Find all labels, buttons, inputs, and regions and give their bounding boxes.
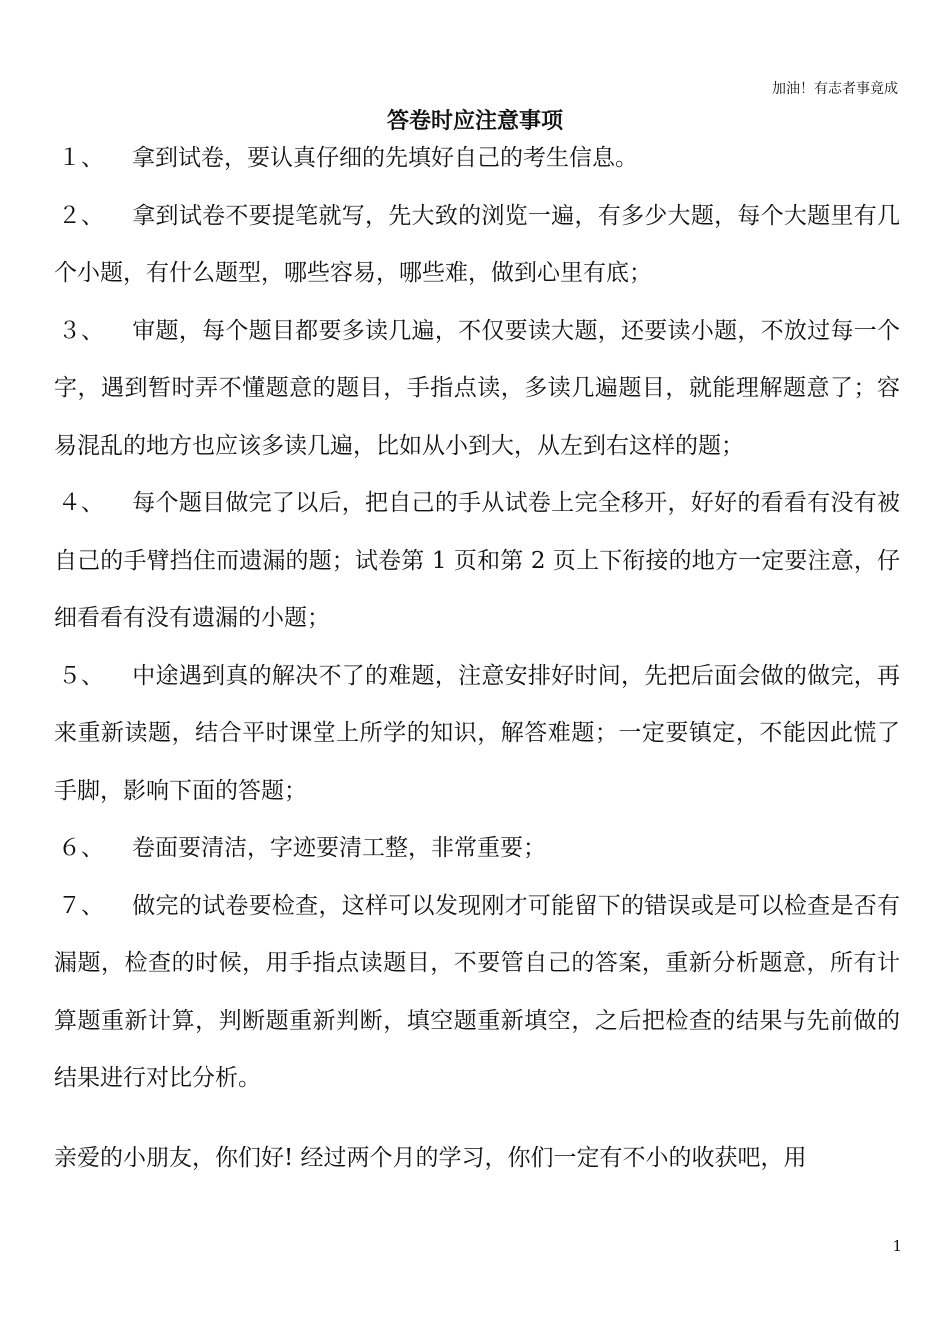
document-body [54,130,900,1210]
list-item [54,475,900,648]
item-number: ６、 [58,835,104,861]
item-text: 每个题目做完了以后，把自己的手从试卷上完全移开，好好的看看有没有被自己的手臂挡住而遗漏的题；试卷第 1 页和第 2 页上下衔接的地方一定要注意，仔细看看有没有遗漏的小题； [54,490,900,631]
page-number: 1 [892,1237,902,1255]
item-number: ５、 [58,662,104,689]
list-item [54,188,900,303]
item-text: 审题，每个题目都要多读几遍，不仅要读大题，还要读小题，不放过每一个字，遇到暂时弄不懂题意的题目，手指点读，多读几遍题目，就能理解题意了；容易混乱的地方也应该多读几遍，比如从小到大，从左到右这样的题； [54,317,900,459]
item-number: ７、 [58,892,104,919]
list-item [54,878,900,1108]
header-note: 加油！有志者事竟成 [772,81,898,97]
list-item [54,820,900,878]
item-number: ２、 [58,202,104,229]
item-text: 做完的试卷要检查，这样可以发现刚才可能留下的错误或是可以检查是否有漏题，检查的时候，用手指点读题目，不要管自己的答案，重新分析题意，所有计算题重新计算，判断题重新判断，填空题重新填空，之后把检查的结果与先前做的结果进行对比分析。 [54,892,900,1091]
item-text: 拿到试卷不要提笔就写，先大致的浏览一遍，有多少大题，每个大题里有几个小题，有什么题型，哪些容易，哪些难，做到心里有底； [54,202,900,286]
item-text: 拿到试卷，要认真仔细的先填好自己的考生信息。 [132,145,638,171]
page-title: 答卷时应注意事项 [386,108,563,134]
list-item [54,648,900,821]
closing-paragraph: 亲爱的小朋友，你们好! 经过两个月的学习，你们一定有不小的收获吧，用 [54,1144,807,1171]
list-item [54,303,900,476]
item-number: ４、 [58,490,104,516]
item-text: 卷面要清洁，字迹要清工整，非常重要； [132,835,546,861]
item-text: 中途遇到真的解决不了的难题，注意安排好时间，先把后面会做的做完，再来重新读题，结合平时课堂上所学的知识，解答难题；一定要镇定，不能因此慌了手脚，影响下面的答题； [54,662,900,804]
item-number: １、 [58,145,104,171]
item-number: ３、 [58,317,104,344]
list-item [54,130,900,188]
